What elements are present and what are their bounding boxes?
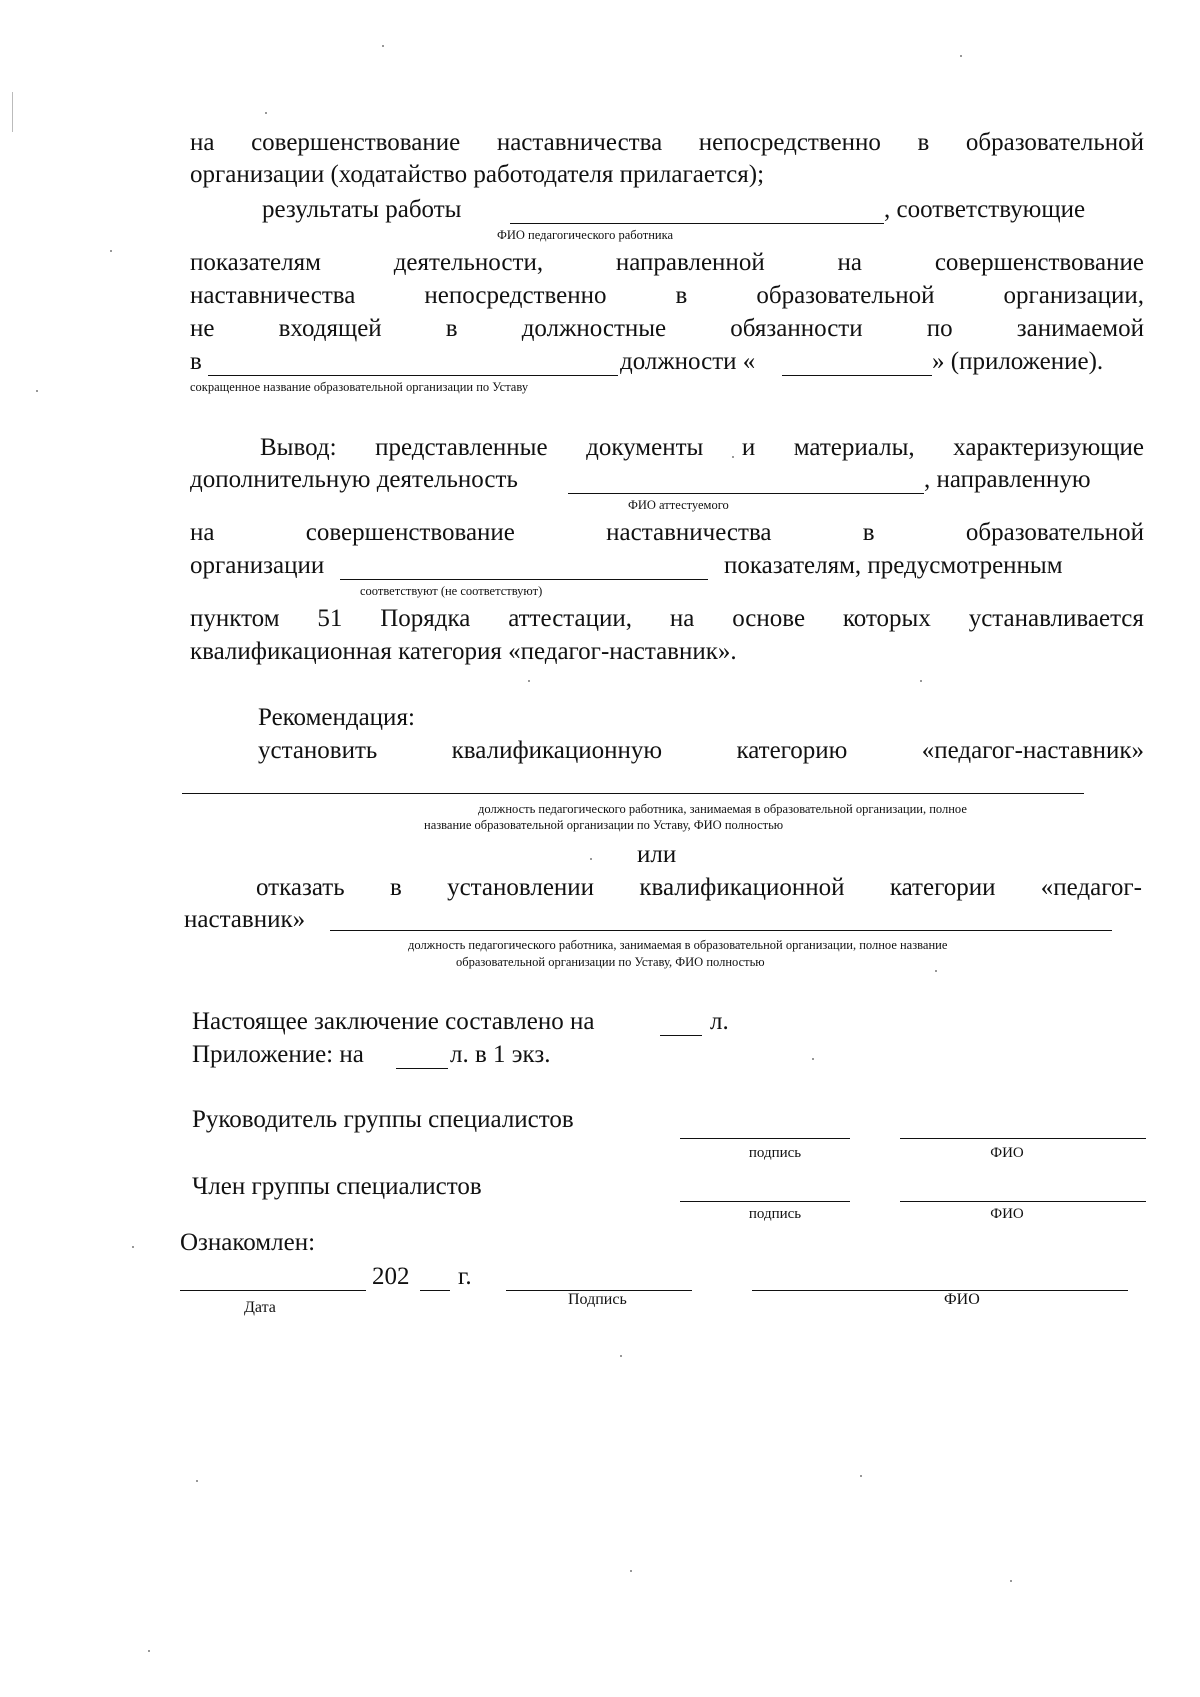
scan-speck [1010, 1580, 1012, 1582]
scan-speck [812, 1058, 814, 1060]
acquainted-label: Ознакомлен: [180, 1229, 316, 1256]
scan-speck [382, 45, 384, 47]
year-suffix-field[interactable] [420, 1290, 450, 1291]
word: образовательной [965, 519, 1144, 546]
head-sign-field[interactable] [680, 1138, 850, 1139]
scan-speck [196, 1480, 198, 1482]
p1-line4 [190, 248, 1144, 278]
p1-line5 [190, 281, 1144, 311]
scan-speck [36, 390, 38, 392]
caption2-line1: должность педагогического работника, занимаемая в образовательной организации, полное название [408, 938, 948, 952]
scan-speck [148, 1650, 150, 1652]
recommendation-heading: Рекомендация: [258, 704, 415, 731]
p4-line1-start: Настоящее заключение составлено на [192, 1008, 595, 1035]
word: непосредственно [698, 129, 881, 156]
word: квалификационную [451, 737, 663, 764]
word: на [190, 519, 215, 546]
word: совершенствование [934, 249, 1144, 276]
fio-att-field[interactable] [568, 493, 924, 494]
p2-line5 [190, 604, 1144, 634]
word: деятельности, [393, 249, 544, 276]
member-fio-field[interactable] [900, 1201, 1146, 1202]
scan-speck [620, 1355, 622, 1357]
p1-line7-v: в [190, 348, 202, 375]
word: совершенствование [251, 129, 461, 156]
sheets-count-field[interactable] [660, 1035, 702, 1036]
word: по [926, 315, 953, 342]
word: направленной [615, 249, 765, 276]
word: показателям [190, 249, 321, 276]
word: наставничества [190, 282, 356, 309]
word: наставничества [496, 129, 663, 156]
word: в [675, 282, 688, 309]
caption-fio-att: ФИО аттестуемого [628, 498, 729, 512]
caption-sootv: соответствуют (не соответствуют) [360, 584, 543, 598]
date-field[interactable] [180, 1290, 366, 1291]
p3-line1 [258, 736, 1144, 766]
scan-speck [960, 55, 962, 57]
p2-line1 [260, 433, 1144, 463]
sootv-field[interactable] [340, 579, 708, 580]
word: материалы, [793, 434, 915, 461]
head-fio-caption: ФИО [990, 1145, 1024, 1161]
word: квалификационной [639, 874, 845, 901]
acq-sign-caption: Подпись [568, 1291, 627, 1308]
p1-line3-start: результаты работы [262, 196, 462, 223]
word: «педагог-наставник» [921, 737, 1144, 764]
scan-speck [132, 1246, 134, 1248]
p2-line2-start: дополнительную деятельность [190, 466, 518, 493]
word: «педагог- [1040, 874, 1142, 901]
refuse-position-field[interactable] [330, 930, 1112, 931]
p2-line4-end: показателям, предусмотренным [724, 552, 1063, 579]
word: основе [732, 605, 806, 632]
word: в [862, 519, 875, 546]
p1-line7-mid: должности « [620, 348, 756, 375]
scan-speck [630, 1570, 632, 1572]
p4-line1-end: л. [710, 1008, 729, 1035]
p1-line7-end: » (приложение). [932, 348, 1104, 375]
p1-line3-end: , соответствующие [884, 196, 1086, 223]
word: занимаемой [1016, 315, 1144, 342]
caption2-line2: образовательной организации по Уставу, ФИО полностью [456, 955, 765, 969]
word: наставничества [606, 519, 772, 546]
word: установить [258, 737, 378, 764]
scan-speck [590, 858, 592, 860]
word: не [190, 315, 215, 342]
position-field[interactable] [782, 375, 932, 376]
word: отказать [256, 874, 345, 901]
word: в [445, 315, 458, 342]
p4-line2-start: Приложение: на [192, 1041, 364, 1068]
word: в [389, 874, 402, 901]
word: и [741, 434, 756, 461]
word: на [669, 605, 695, 632]
word: организации, [1003, 282, 1144, 309]
fio-ped-field[interactable] [510, 223, 884, 224]
date-caption: Дата [244, 1299, 276, 1316]
scan-speck [265, 112, 267, 114]
p1-line1 [190, 128, 1144, 158]
p3-line2 [256, 873, 1142, 903]
p1-line6 [190, 314, 1144, 344]
word: на [190, 129, 215, 156]
word: установлении [447, 874, 595, 901]
scan-speck [935, 970, 937, 972]
word: характеризующие [953, 434, 1144, 461]
acq-fio-caption: ФИО [944, 1291, 980, 1308]
head-label: Руководитель группы специалистов [192, 1106, 574, 1133]
word: образовательной [965, 129, 1144, 156]
word: устанавливается [968, 605, 1144, 632]
scan-speck [110, 250, 112, 252]
word: должностные [521, 315, 667, 342]
p2-line6: квалификационная категория «педагог-наставник». [190, 638, 737, 665]
caption-org: сокращенное название образовательной организации по Уставу [190, 380, 529, 394]
year-label: 202 [372, 1263, 410, 1290]
word: аттестации, [508, 605, 633, 632]
word: пунктом [190, 605, 280, 632]
head-fio-field[interactable] [900, 1138, 1146, 1139]
scan-speck [860, 1475, 862, 1477]
p2-line2-end: , направленную [924, 466, 1091, 493]
caption-fio-ped: ФИО педагогического работника [497, 228, 674, 242]
head-sign-caption: подпись [748, 1145, 802, 1161]
member-label: Член группы специалистов [192, 1173, 482, 1200]
scan-edge-mark [12, 92, 13, 132]
member-fio-caption: ФИО [990, 1206, 1024, 1222]
or-label: или [637, 841, 677, 868]
word: обязанности [730, 315, 863, 342]
appendix-sheets-field[interactable] [396, 1068, 448, 1069]
member-sign-caption: подпись [748, 1206, 802, 1222]
year-suffix: г. [458, 1263, 472, 1290]
recommend-position-field[interactable] [182, 793, 1084, 794]
word: представленные [375, 434, 548, 461]
p4-line2-end: л. в 1 экз. [450, 1041, 551, 1068]
member-sign-field[interactable] [680, 1201, 850, 1202]
caption1-line2: название образовательной организации по Уставу, ФИО полностью [424, 818, 784, 832]
word: документы [586, 434, 704, 461]
p2-line4-start: организации [190, 552, 325, 579]
word: входящей [278, 315, 382, 342]
org-name-field[interactable] [208, 375, 618, 376]
word: образовательной [756, 282, 935, 309]
p3-line3-start: наставник» [184, 906, 306, 933]
word: Порядка [380, 605, 471, 632]
word: на [837, 249, 862, 276]
word: совершенствование [305, 519, 515, 546]
acq-fio-field[interactable] [752, 1290, 1128, 1291]
word: непосредственно [424, 282, 607, 309]
p2-line3 [190, 518, 1144, 548]
word: категорию [736, 737, 848, 764]
word: 51 [317, 605, 343, 632]
p1-line2: организации (ходатайство работодателя прилагается); [190, 161, 765, 188]
word: в [917, 129, 930, 156]
scan-speck [528, 680, 530, 682]
word: Вывод: [260, 434, 337, 461]
scan-speck [732, 456, 734, 458]
caption1-line1: должность педагогического работника, занимаемая в образовательной организации, полное [478, 802, 967, 816]
scan-speck [920, 680, 922, 682]
word: категории [889, 874, 996, 901]
word: которых [842, 605, 931, 632]
